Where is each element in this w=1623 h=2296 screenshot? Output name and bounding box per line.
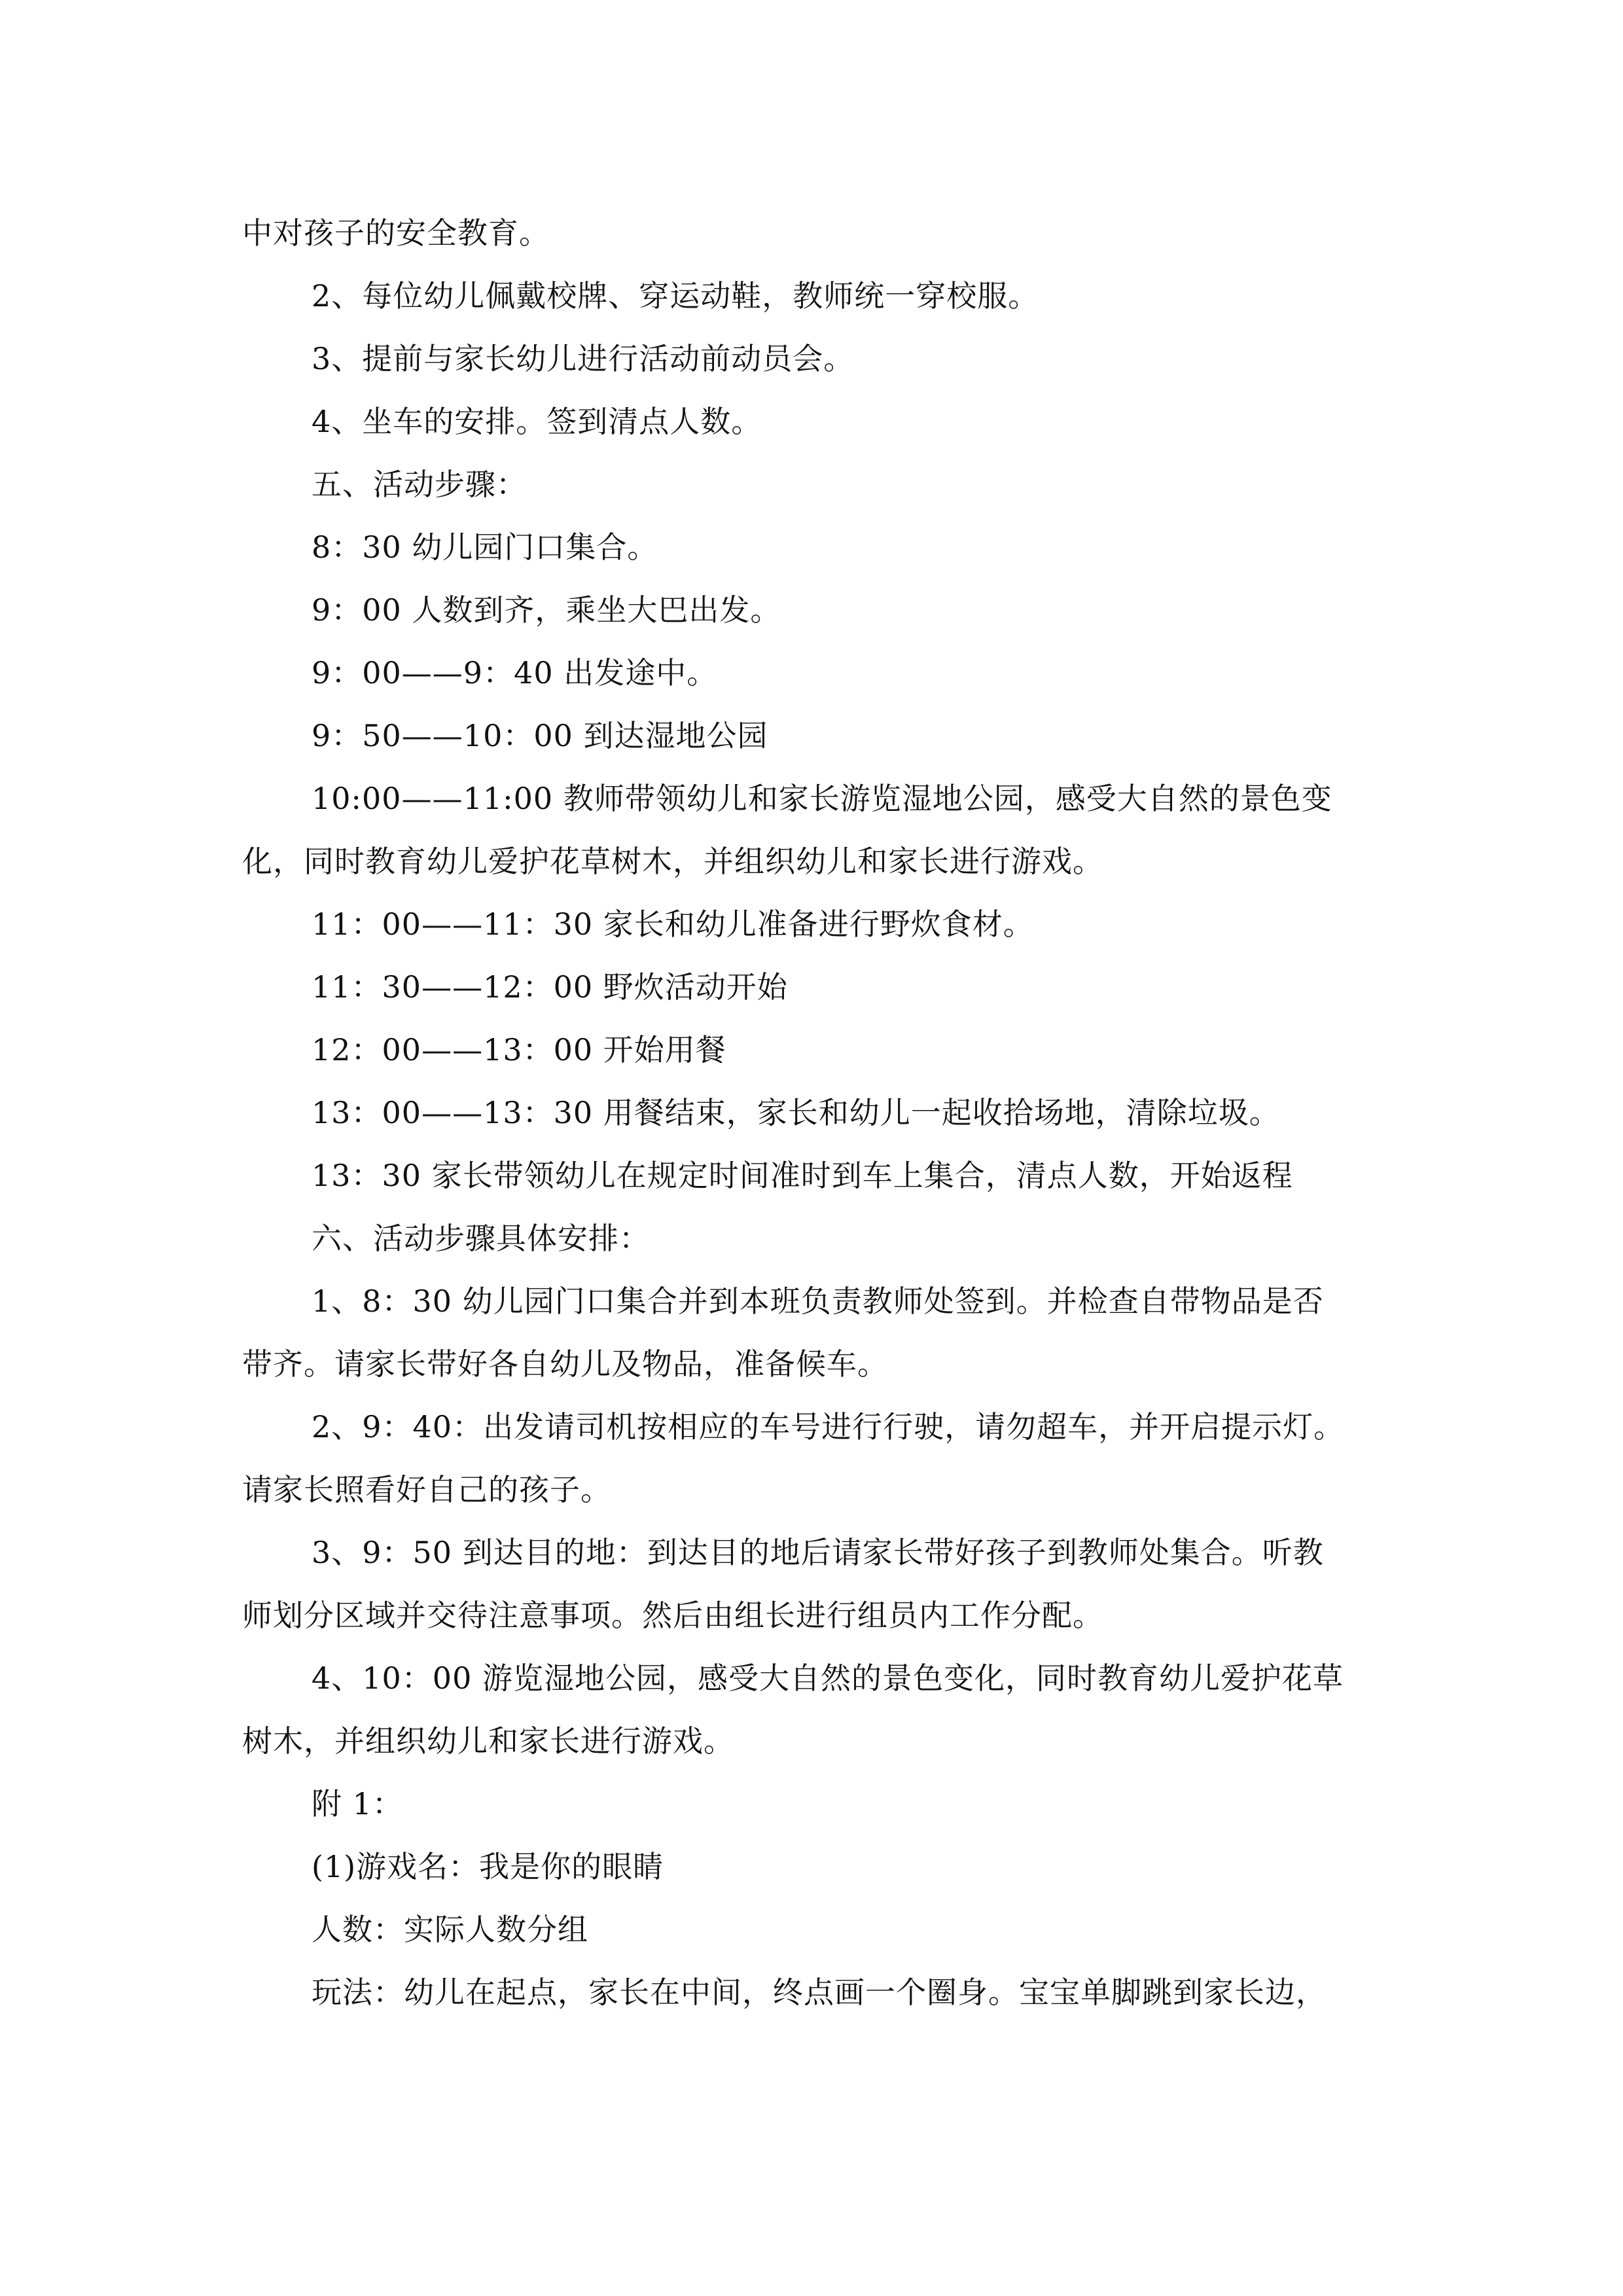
text-line: 9：00 人数到齐，乘坐大巴出发。 xyxy=(312,592,781,628)
section-heading: 六、活动步骤具体安排： xyxy=(312,1221,650,1256)
text-line: 人数：实际人数分组 xyxy=(312,1912,588,1947)
game-name: (1)游戏名：我是你的眼睛 xyxy=(312,1849,664,1884)
text-line: 2、9：40：出发请司机按相应的车号进行行驶，请勿超车，并开启提示灯。 xyxy=(312,1409,1345,1444)
text-line: 玩法：幼儿在起点，家长在中间，终点画一个圈身。宝宝单脚跳到家长边， xyxy=(312,1975,1327,2010)
text-line: 10:00——11:00 教师带领幼儿和家长游览湿地公园，感受大自然的景色变 xyxy=(312,781,1332,816)
text-line: 9：50——10：00 到达湿地公园 xyxy=(312,718,768,753)
text-line: 化，同时教育幼儿爱护花草树木，并组织幼儿和家长进行游戏。 xyxy=(242,844,1103,879)
text-line: 11：30——12：00 野炊活动开始 xyxy=(312,969,788,1005)
text-line: 12：00——13：00 开始用餐 xyxy=(312,1032,726,1067)
text-line: 请家长照看好自己的孩子。 xyxy=(242,1472,611,1507)
section-heading: 五、活动步骤： xyxy=(312,467,527,502)
text-line: 8：30 幼儿园门口集合。 xyxy=(312,529,658,565)
text-line: 带齐。请家长带好各自幼儿及物品，准备候车。 xyxy=(242,1346,888,1382)
text-line: 师划分区域并交待注意事项。然后由组长进行组员内工作分配。 xyxy=(242,1598,1103,1633)
text-line: 2、每位幼儿佩戴校牌、穿运动鞋，教师统一穿校服。 xyxy=(312,278,1039,314)
text-line: 树木，并组织幼儿和家长进行游戏。 xyxy=(242,1723,734,1759)
text-line: 4、坐车的安排。签到清点人数。 xyxy=(312,404,762,439)
text-line: 11：00——11：30 家长和幼儿准备进行野炊食材。 xyxy=(312,906,1034,942)
text-line: 9：00——9：40 出发途中。 xyxy=(312,655,718,691)
appendix-label: 附 1： xyxy=(312,1786,403,1821)
text-line: 1、8：30 幼儿园门口集合并到本班负责教师处签到。并检查自带物品是否 xyxy=(312,1283,1324,1319)
text-line: 4、10：00 游览湿地公园，感受大自然的景色变化，同时教育幼儿爱护花草 xyxy=(312,1660,1344,1696)
text-line: 13：00——13：30 用餐结束，家长和幼儿一起收拾场地，清除垃圾。 xyxy=(312,1095,1280,1130)
text-line: 3、9：50 到达目的地：到达目的地后请家长带好孩子到教师处集合。听教 xyxy=(312,1535,1324,1570)
text-line: 13：30 家长带领幼儿在规定时间准时到车上集合，清点人数，开始返程 xyxy=(312,1158,1293,1193)
text-line: 中对孩子的安全教育。 xyxy=(242,215,550,251)
text-line: 3、提前与家长幼儿进行活动前动员会。 xyxy=(312,341,855,376)
